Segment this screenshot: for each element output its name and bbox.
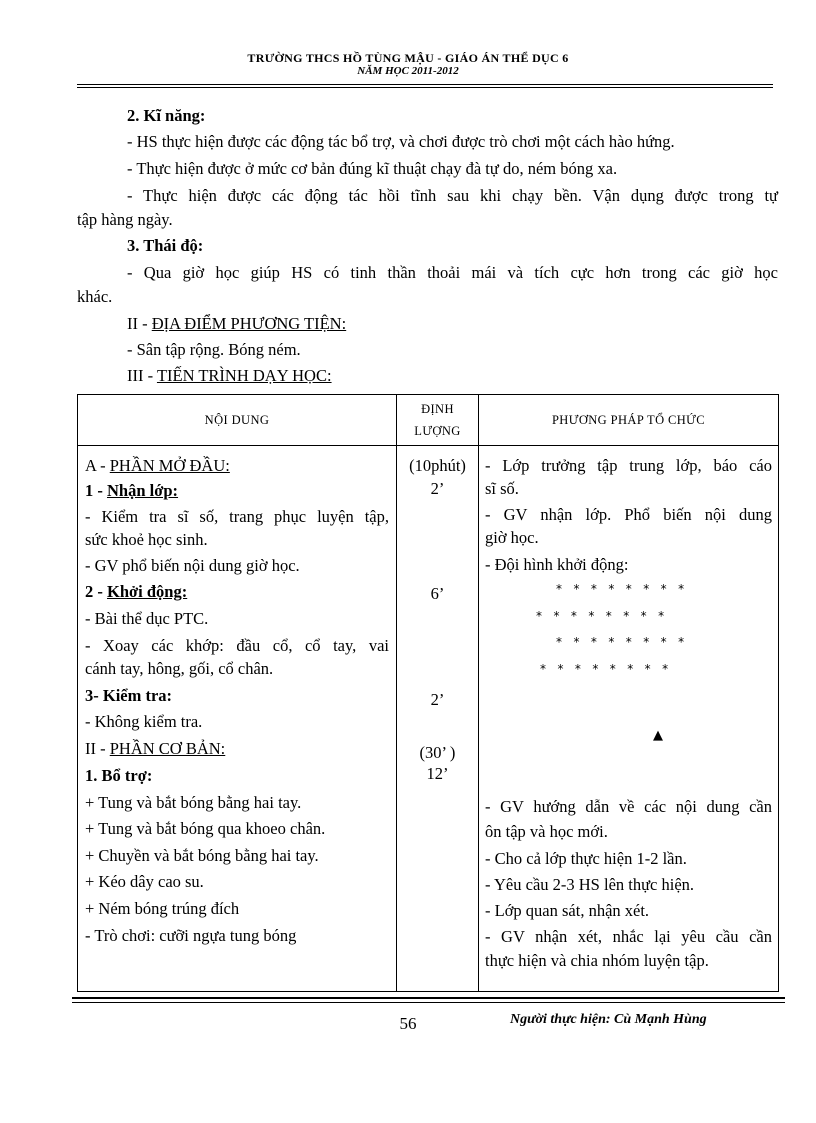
header-rule-top bbox=[77, 84, 773, 85]
method-cell bbox=[479, 446, 779, 992]
method-line: - Cho cả lớp thực hiện 1-2 lần. bbox=[485, 849, 687, 868]
method-line: thực hiện và chia nhóm luyện tập. bbox=[485, 951, 709, 970]
place-heading bbox=[127, 314, 346, 334]
formation-star-row: * * * * * * * * bbox=[556, 635, 685, 649]
n2-line-3: cánh tay, hông, gối, cổ chân. bbox=[85, 659, 274, 678]
part-a-title: PHẦN MỞ ĐẦU: bbox=[109, 456, 230, 475]
formation-star-row: * * * * * * * * bbox=[540, 662, 669, 676]
process-title: TIẾN TRÌNH DẠY HỌC: bbox=[156, 366, 332, 385]
quantity-n2: 6’ bbox=[430, 584, 445, 603]
table-body-row bbox=[78, 446, 779, 992]
b1-title: 1. Bổ trợ: bbox=[85, 766, 153, 785]
skills-line-1: - HS thực hiện được các động tác bổ trợ, và chơi được trò chơi một cách hào hứng. bbox=[127, 132, 675, 151]
teacher-triangle-icon: ▲ bbox=[653, 728, 663, 743]
n2-prefix: 2 - bbox=[85, 582, 107, 601]
header-method: PHƯƠNG PHÁP TỔ CHỨC bbox=[479, 395, 779, 446]
part-b-title: PHẦN CƠ BẢN: bbox=[109, 739, 226, 758]
n2-heading bbox=[85, 582, 187, 602]
process-heading bbox=[127, 366, 332, 386]
school-header: TRƯỜNG THCS HỒ TÙNG MẬU - GIÁO ÁN THỂ DỤC 6 bbox=[247, 51, 569, 65]
header-rule-bottom bbox=[77, 87, 773, 88]
n1-prefix: 1 - bbox=[85, 481, 107, 500]
n1-line-1: - Kiểm tra sĩ số, trang phục luyện tập, bbox=[85, 507, 389, 526]
n3-line-1: - Không kiểm tra. bbox=[85, 712, 203, 731]
b1-item: - Trò chơi: cưỡi ngựa tung bóng bbox=[85, 926, 297, 945]
skills-line-2: - Thực hiện được ở mức cơ bản đúng kĩ thuật chạy đà tự do, ném bóng xa. bbox=[127, 159, 618, 178]
footer-rule-bottom bbox=[72, 1002, 785, 1003]
b1-item: + Ném bóng trúng đích bbox=[85, 899, 240, 918]
quantity-part-b: (30’ ) bbox=[419, 743, 456, 762]
method-line: - Lớp trưởng tập trung lớp, báo cáo bbox=[485, 456, 772, 475]
attitude-line-1: - Qua giờ học giúp HS có tinh thần thoải mái và tích cực hơn trong các giờ học bbox=[127, 263, 778, 282]
b1-item: + Chuyền và bắt bóng bằng hai tay. bbox=[85, 846, 319, 865]
place-prefix: II - bbox=[127, 314, 152, 333]
quantity-n1: 2’ bbox=[430, 479, 445, 498]
footer-rule-top bbox=[72, 997, 785, 999]
attitude-line-2: khác. bbox=[77, 287, 113, 306]
attitude-title: 3. Thái độ: bbox=[127, 236, 204, 255]
page-number: 56 bbox=[399, 1014, 417, 1033]
skills-line-4: tập hàng ngày. bbox=[77, 210, 173, 229]
skills-line-3: - Thực hiện được các động tác hồi tĩnh sau khi chạy bền. Vận dụng được trong tự bbox=[127, 186, 778, 205]
method-line: - GV nhận xét, nhắc lại yêu cầu cần bbox=[485, 927, 772, 946]
content-cell bbox=[78, 446, 397, 992]
n1-title: Nhận lớp: bbox=[107, 481, 179, 500]
quantity-cell bbox=[397, 446, 479, 992]
n3-title: 3- Kiểm tra: bbox=[85, 686, 173, 705]
n2-title: Khởi động: bbox=[107, 582, 188, 601]
method-line: sĩ số. bbox=[485, 479, 519, 498]
method-line: - Yêu cầu 2-3 HS lên thực hiện. bbox=[485, 875, 695, 894]
method-line: - GV nhận lớp. Phổ biến nội dung bbox=[485, 505, 772, 524]
header-quantity bbox=[397, 395, 479, 446]
b1-item: + Tung và bắt bóng qua khoeo chân. bbox=[85, 819, 326, 838]
method-line: - Lớp quan sát, nhận xét. bbox=[485, 901, 650, 920]
table-header-row bbox=[78, 395, 779, 446]
school-year: NĂM HỌC 2011-2012 bbox=[357, 65, 459, 77]
n1-line-2: sức khoẻ học sinh. bbox=[85, 530, 208, 549]
n1-heading bbox=[85, 481, 178, 501]
formation-star-row: * * * * * * * * bbox=[536, 609, 665, 623]
place-title: ĐỊA ĐIỂM PHƯƠNG TIỆN: bbox=[151, 314, 347, 333]
n2-line-2: - Xoay các khớp: đầu cổ, cổ tay, vai bbox=[85, 636, 389, 655]
header-content: NỘI DUNG bbox=[78, 395, 397, 446]
header-quantity-2: LƯỢNG bbox=[414, 424, 461, 438]
method-line: - GV hướng dẫn về các nội dung cần bbox=[485, 797, 772, 816]
method-line: - Đội hình khởi động: bbox=[485, 555, 629, 574]
quantity-part-a: (10phút) bbox=[409, 456, 466, 475]
author-credit: Người thực hiện: Cù Mạnh Hùng bbox=[510, 1012, 707, 1027]
b1-item: + Kéo dây cao su. bbox=[85, 872, 204, 891]
method-line: giờ học. bbox=[485, 528, 539, 547]
skills-title: 2. Kĩ năng: bbox=[127, 106, 206, 125]
quantity-n3: 2’ bbox=[430, 690, 445, 709]
part-a-heading bbox=[85, 456, 230, 476]
part-b-heading bbox=[85, 739, 225, 759]
place-text: - Sân tập rộng. Bóng ném. bbox=[127, 340, 301, 359]
lesson-table bbox=[77, 394, 779, 992]
method-line: ôn tập và học mới. bbox=[485, 822, 608, 841]
n2-line-1: - Bài thể dục PTC. bbox=[85, 609, 209, 628]
header-quantity-1: ĐỊNH bbox=[421, 402, 454, 416]
formation-star-row: * * * * * * * * bbox=[556, 582, 685, 596]
process-prefix: III - bbox=[127, 366, 157, 385]
part-b-prefix: II - bbox=[85, 739, 110, 758]
part-a-prefix: A - bbox=[85, 456, 110, 475]
n1-line-3: - GV phổ biến nội dung giờ học. bbox=[85, 556, 300, 575]
b1-item: + Tung và bắt bóng bằng hai tay. bbox=[85, 793, 302, 812]
quantity-b1: 12’ bbox=[426, 764, 449, 783]
